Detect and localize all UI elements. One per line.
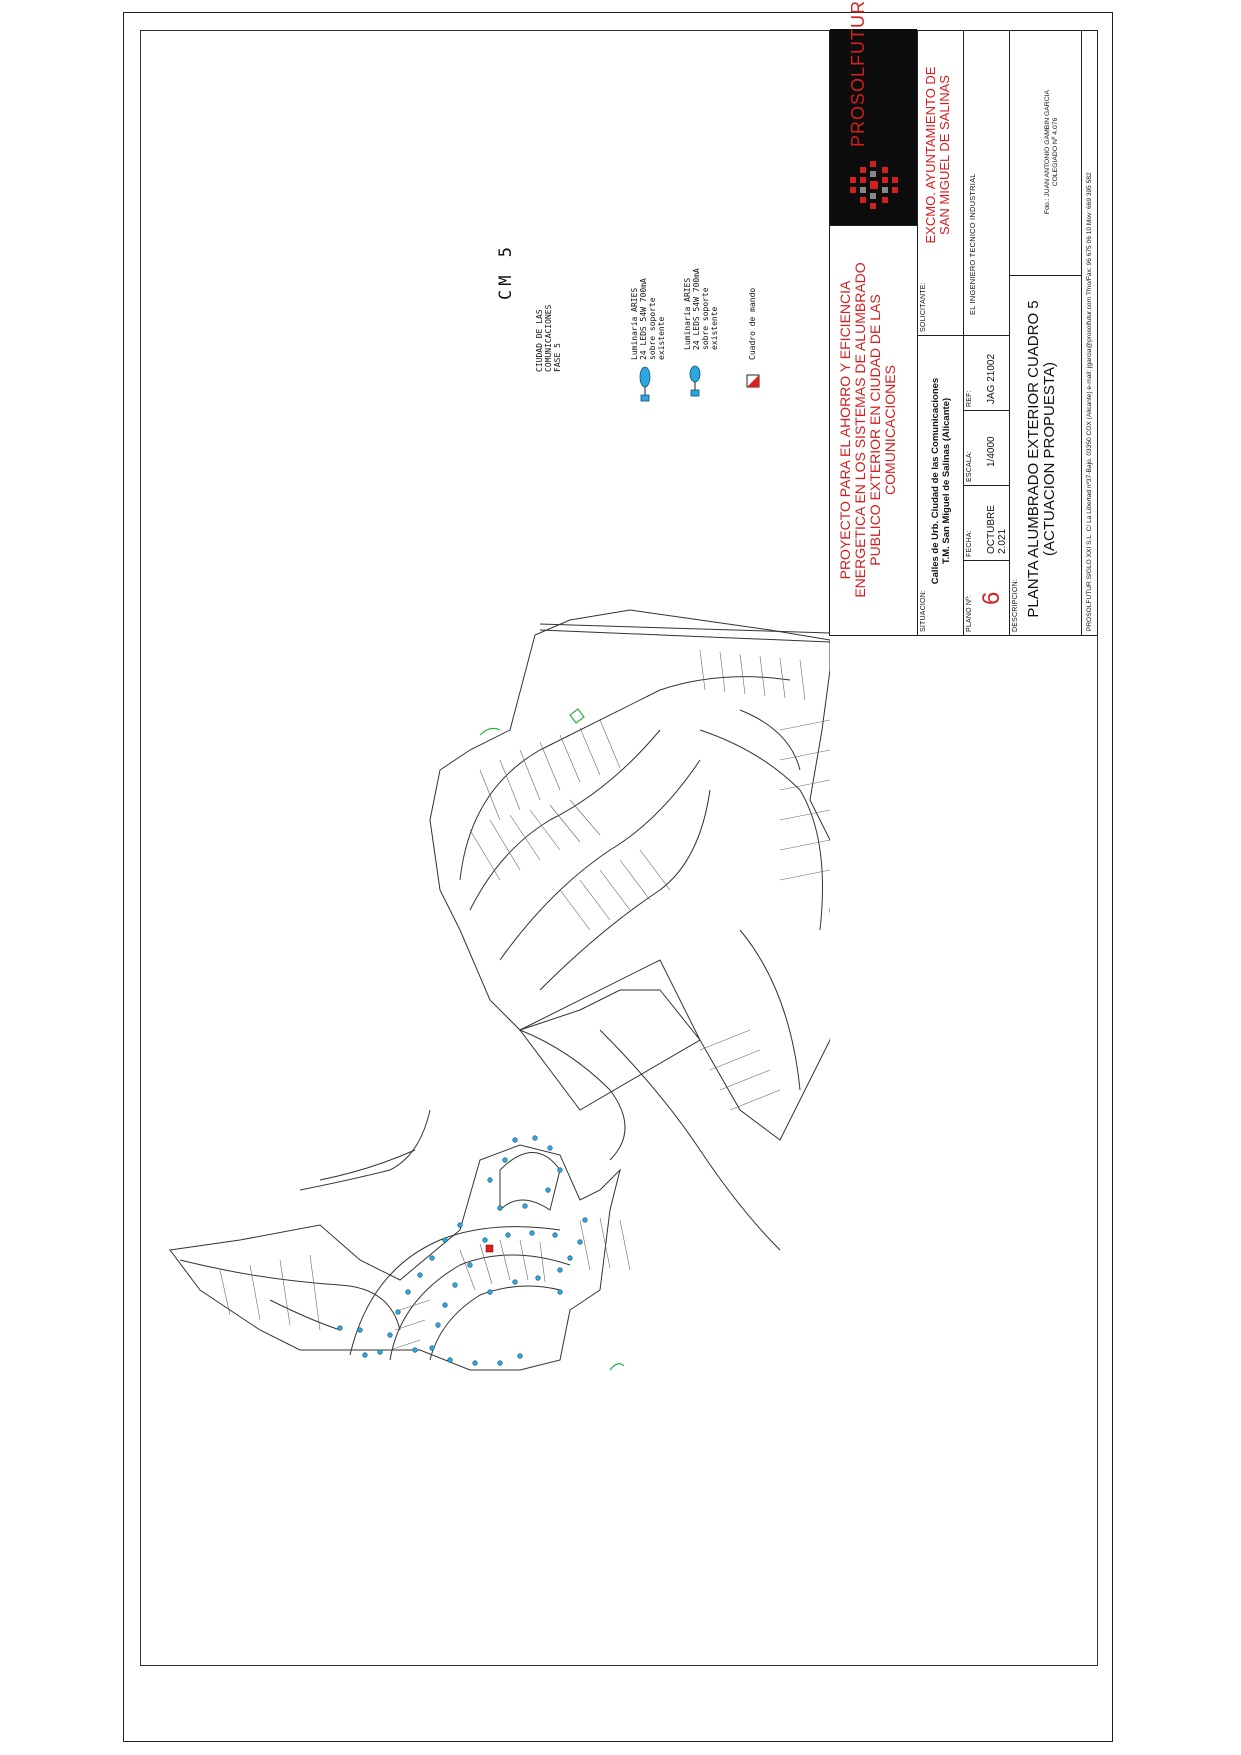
project-title-line-2: ENERGETICA EN LOS SISTEMAS DE ALUMBRADO (852, 262, 868, 598)
south-road-3 (430, 1286, 560, 1360)
escala-cell (964, 410, 1009, 485)
company-name: PROSOLFUTUR (848, 0, 868, 147)
plano-cell (964, 560, 1009, 635)
ingeniero-cell (964, 29, 1009, 335)
legend-2-line-3: sobre soporte (701, 287, 710, 350)
descripcion-line-1: PLANTA ALUMBRADO EXTERIOR CUADRO 5 (1025, 300, 1042, 618)
plano-value: 6 (978, 591, 1005, 605)
signature-line-1: Fdo.: JUAN ANTONIO GAMBIN GARCIA (1044, 89, 1051, 215)
map-linework (170, 610, 830, 1370)
escala-label: ESCALA: (966, 451, 973, 482)
footer-text: PROSOLFUTUR SIGLO XXI S.L. C/ La Libertad nº37-Bajo. 03350 COX (Alicante) e-mail: jgarcia@prosolfutur.com Tfno/Fax: 96 675 06 10 Mov: 669 395 582 (1086, 172, 1093, 631)
north-zone-road-1 (460, 677, 790, 880)
north-zone-road-4 (540, 790, 710, 990)
ref-label: REF: (966, 390, 973, 407)
solicitante-line-2: SAN MIGUEL DE SALINAS (937, 75, 952, 235)
project-title-line-4: COMUNICACIONES (882, 365, 898, 495)
signature-cell (1010, 29, 1081, 275)
legend-2-line-2: 24 LEDS 54W 700mA (692, 268, 701, 350)
ingeniero-label: EL INGENIERO TECNICO INDUSTRIAL (968, 173, 977, 315)
fecha-label: FECHA: (966, 530, 973, 557)
south-zone-outline (170, 1145, 620, 1370)
control-panel-symbol (746, 374, 760, 388)
luminaire-symbol-1 (635, 365, 655, 405)
plan-code-label: CM 5 (496, 243, 516, 300)
north-zone-outline (430, 610, 830, 1140)
east-curve-road (740, 930, 800, 1090)
descripcion-cell (1010, 275, 1081, 635)
descripcion-line-2: (ACTUACION PROPUESTA) (1041, 362, 1058, 556)
situacion-row (918, 31, 964, 635)
descripcion-label: DESCRIPCION: (1012, 579, 1019, 632)
legend-2-line-4: existente (710, 306, 719, 350)
descripcion-row (1010, 31, 1082, 635)
legend-item-2-text (683, 268, 719, 350)
project-title-line-3: PUBLICO EXTERIOR EN CIUDAD DE LAS (867, 294, 883, 566)
solicitante-line-1: EXCMO. AYUNTAMIENTO DE (923, 66, 938, 244)
dirt-track (300, 1110, 430, 1190)
area-line-3: FASE 5 (553, 343, 562, 372)
data-row (964, 31, 1010, 635)
title-block (829, 0, 1098, 636)
south-loop (500, 1153, 560, 1211)
lot-subdivisions (220, 650, 830, 1350)
south-road-1 (350, 1227, 560, 1355)
legend-1-line-2: 24 LEDS 54W 700mA (639, 278, 648, 360)
signature-line-2: COLEGIADO Nº 4.076 (1052, 117, 1059, 187)
luminaire-symbol-2 (685, 362, 705, 402)
north-zone-road-5 (700, 730, 823, 930)
legend-1-line-3: sobre soporte (648, 297, 657, 360)
situacion-line-2: T.M. San Miguel de Salinas (Alicante) (941, 397, 952, 565)
legend-item-3-text (748, 288, 757, 360)
south-west-road (180, 1260, 400, 1330)
situacion-line-1: Calles de Urb. Ciudad de las Comunicaciones (930, 377, 941, 585)
legend-2-line-1: Luminaria ARIES (683, 277, 692, 350)
solicitante-label: SOLICITANTE: (920, 282, 927, 332)
legend-1-line-4: existente (657, 316, 666, 360)
control-panel-marker (486, 1245, 493, 1252)
ref-value: JAG 21002 (986, 353, 997, 404)
area-line-1: CIUDAD DE LAS (535, 309, 544, 372)
logo-mark-icon (846, 157, 902, 213)
situacion-cell (918, 335, 963, 635)
south-road-2 (390, 1255, 570, 1360)
title-row (830, 0, 918, 635)
north-zone-road-2 (470, 730, 660, 910)
area-line-2: COMUNICACIONES (544, 304, 553, 372)
fecha-cell (964, 485, 1009, 560)
south-west-road-2 (270, 1300, 340, 1330)
project-title-cell (830, 225, 917, 635)
legend-item-1-text (630, 278, 666, 360)
escala-value: 1/4000 (986, 436, 997, 467)
fecha-value: OCTUBRE 2.021 (986, 505, 1008, 554)
north-zone-road-6 (740, 710, 800, 770)
urbanization-map[interactable] (140, 30, 830, 1666)
legend-1-line-1: Luminaria ARIES (630, 287, 639, 360)
ref-cell (964, 335, 1009, 410)
green-zone-curve (600, 1030, 780, 1250)
north-zone-road-3 (500, 760, 700, 960)
plano-label: PLANO Nº: (966, 594, 973, 632)
legend-3-line: Cuadro de mando (748, 287, 757, 360)
company-logo (830, 0, 917, 225)
solicitante-cell (918, 29, 963, 335)
south-connector-road (520, 1030, 625, 1160)
project-title-line-1: PROYECTO PARA EL AHORRO Y EFICIENCIA (837, 280, 853, 580)
area-name-label (535, 305, 562, 372)
situacion-label: SITUACION: (920, 589, 927, 632)
footer-row (1082, 31, 1099, 635)
luminaire-markers (338, 1136, 588, 1366)
